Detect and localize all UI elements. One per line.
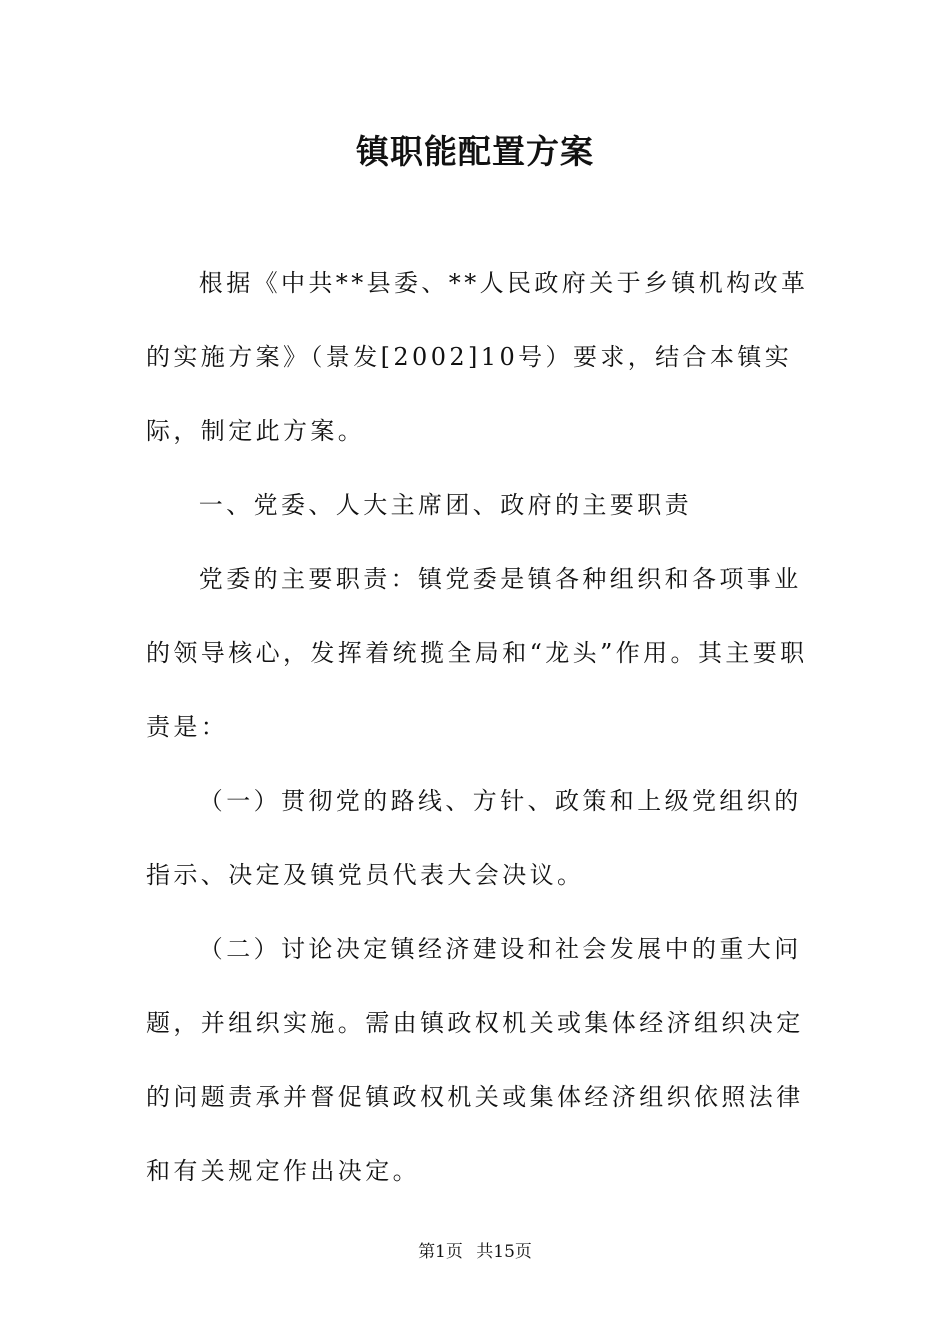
paragraph-item-2: （二）讨论决定镇经济建设和社会发展中的重大问题，并组织实施。需由镇政权机关或集体经济组织决定的问题责承并督促镇政权机关或集体经济组织依照法律和有关规定作出决定。	[146, 935, 804, 1185]
paragraph-party-duties: 党委的主要职责：镇党委是镇各种组织和各项事业的领导核心，发挥着统揽全局和“龙头”作用。其主要职责是：	[146, 565, 808, 741]
page-total: 共15页	[476, 1242, 532, 1262]
paragraph-item-1: （一）贯彻党的路线、方针、政策和上级党组织的指示、决定及镇党员代表大会决议。	[146, 787, 802, 889]
page-number: 第1页	[418, 1242, 463, 1262]
paragraph-intro: 根据《中共**县委、**人民政府关于乡镇机构改革的实施方案》（景发[2002]10号）要求，结合本镇实际，制定此方案。	[146, 269, 809, 445]
page-footer	[0, 1240, 950, 1264]
section-heading-main-duties: 一、党委、人大主席团、政府的主要职责	[198, 491, 692, 519]
document-title: 镇职能配置方案	[356, 132, 594, 171]
document-body	[146, 246, 826, 1208]
